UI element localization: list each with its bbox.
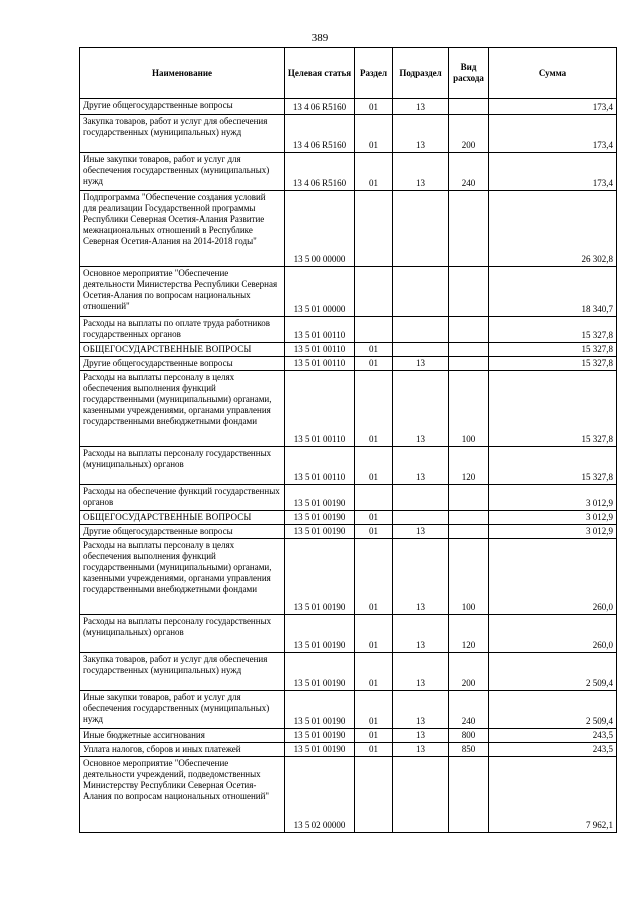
- row-subsection-cell: 13: [393, 153, 449, 191]
- row-section-cell: 01: [355, 729, 393, 743]
- row-section-cell: 01: [355, 371, 393, 447]
- table-row: [80, 99, 617, 115]
- row-subsection-cell: 13: [393, 653, 449, 691]
- row-subsection-cell: [393, 191, 449, 267]
- row-section-cell: 01: [355, 743, 393, 757]
- row-kind-cell: 850: [449, 743, 489, 757]
- row-kind-cell: [449, 317, 489, 343]
- table-row: [80, 511, 617, 525]
- row-code-cell: 13 4 06 R5160: [285, 99, 355, 115]
- row-kind-cell: [449, 525, 489, 539]
- page-number: 389: [311, 32, 329, 44]
- row-code-cell: 13 5 01 00190: [285, 511, 355, 525]
- table-row: [80, 447, 617, 485]
- row-sum-cell: 2 509,4: [489, 653, 617, 691]
- table-row: [80, 729, 617, 743]
- row-name-cell: Расходы на выплаты персоналу в целях обеспечения выполнения функций государственными (муниципальными) органами, казенными учреждениями, органами управления государственными внебюджетными фондами: [80, 539, 285, 615]
- row-code-cell: 13 5 01 00110: [285, 317, 355, 343]
- row-code-cell: 13 5 01 00190: [285, 485, 355, 511]
- row-subsection-cell: 13: [393, 539, 449, 615]
- row-kind-cell: 800: [449, 729, 489, 743]
- header-sum: Сумма: [489, 48, 617, 99]
- header-name: Наименование: [80, 48, 285, 99]
- row-subsection-cell: [393, 317, 449, 343]
- table-row: [80, 115, 617, 153]
- row-kind-cell: 200: [449, 115, 489, 153]
- row-kind-cell: [449, 511, 489, 525]
- budget-table: [79, 47, 617, 833]
- row-name-cell: Закупка товаров, работ и услуг для обеспечения государственных (муниципальных) нужд: [80, 115, 285, 153]
- row-sum-cell: 7 962,1: [489, 757, 617, 833]
- row-code-cell: 13 5 01 00190: [285, 539, 355, 615]
- row-sum-cell: 173,4: [489, 153, 617, 191]
- table-row: [80, 615, 617, 653]
- table-row: [80, 267, 617, 317]
- row-code-cell: 13 5 01 00190: [285, 691, 355, 729]
- table-row: [80, 757, 617, 833]
- row-kind-cell: [449, 485, 489, 511]
- row-kind-cell: 120: [449, 447, 489, 485]
- row-code-cell: 13 5 02 00000: [285, 757, 355, 833]
- row-kind-cell: [449, 267, 489, 317]
- table-row: [80, 539, 617, 615]
- row-sum-cell: 3 012,9: [489, 525, 617, 539]
- row-subsection-cell: [393, 511, 449, 525]
- table-row: [80, 525, 617, 539]
- row-name-cell: Расходы на выплаты персоналу в целях обеспечения выполнения функций государственными (муниципальными) органами, казенными учреждениями, органами управления государственными внебюджетными фондами: [80, 371, 285, 447]
- table-row: [80, 743, 617, 757]
- row-kind-cell: 240: [449, 691, 489, 729]
- table-row: [80, 153, 617, 191]
- row-section-cell: 01: [355, 153, 393, 191]
- row-code-cell: 13 4 06 R5160: [285, 115, 355, 153]
- header-kind: Вид расхода: [449, 48, 489, 99]
- row-code-cell: 13 5 01 00110: [285, 357, 355, 371]
- row-name-cell: Основное мероприятие "Обеспечение деятельности Министерства Республики Северная Осетия-Алания по вопросам национальных отношений": [80, 267, 285, 317]
- row-sum-cell: 3 012,9: [489, 485, 617, 511]
- row-section-cell: [355, 267, 393, 317]
- row-sum-cell: 26 302,8: [489, 191, 617, 267]
- table-row: [80, 691, 617, 729]
- row-name-cell: Расходы на выплаты персоналу государственных (муниципальных) органов: [80, 447, 285, 485]
- row-sum-cell: 18 340,7: [489, 267, 617, 317]
- row-kind-cell: 240: [449, 153, 489, 191]
- row-kind-cell: [449, 99, 489, 115]
- row-sum-cell: 260,0: [489, 615, 617, 653]
- row-subsection-cell: [393, 267, 449, 317]
- row-section-cell: 01: [355, 447, 393, 485]
- row-kind-cell: [449, 343, 489, 357]
- row-section-cell: 01: [355, 615, 393, 653]
- row-sum-cell: 15 327,8: [489, 343, 617, 357]
- row-sum-cell: 2 509,4: [489, 691, 617, 729]
- table-header-row: [80, 48, 617, 99]
- table-row: [80, 191, 617, 267]
- table-row: [80, 357, 617, 371]
- row-code-cell: 13 5 01 00000: [285, 267, 355, 317]
- row-subsection-cell: [393, 485, 449, 511]
- row-sum-cell: 15 327,8: [489, 317, 617, 343]
- row-name-cell: Иные закупки товаров, работ и услуг для обеспечения государственных (муниципальных) нужд: [80, 691, 285, 729]
- header-section: Раздел: [355, 48, 393, 99]
- row-subsection-cell: 13: [393, 729, 449, 743]
- row-name-cell: Подпрограмма "Обеспечение создания условий для реализации Государственной программы Республики Северная Осетия-Алания Развитие межнациональных отношений в Республике Северная Осетия-Алания на 2014-2018 годы": [80, 191, 285, 267]
- row-kind-cell: [449, 191, 489, 267]
- row-name-cell: Закупка товаров, работ и услуг для обеспечения государственных (муниципальных) нужд: [80, 653, 285, 691]
- row-sum-cell: 15 327,8: [489, 447, 617, 485]
- row-kind-cell: [449, 757, 489, 833]
- row-name-cell: Расходы на выплаты по оплате труда работников государственных органов: [80, 317, 285, 343]
- row-section-cell: 01: [355, 357, 393, 371]
- row-subsection-cell: [393, 343, 449, 357]
- row-section-cell: [355, 191, 393, 267]
- row-subsection-cell: 13: [393, 743, 449, 757]
- row-sum-cell: 243,5: [489, 729, 617, 743]
- row-section-cell: 01: [355, 115, 393, 153]
- row-name-cell: Другие общегосударственные вопросы: [80, 357, 285, 371]
- row-sum-cell: 243,5: [489, 743, 617, 757]
- table-row: [80, 371, 617, 447]
- row-section-cell: [355, 757, 393, 833]
- row-sum-cell: 260,0: [489, 539, 617, 615]
- row-subsection-cell: 13: [393, 115, 449, 153]
- row-sum-cell: 3 012,9: [489, 511, 617, 525]
- row-section-cell: 01: [355, 511, 393, 525]
- row-name-cell: Иные закупки товаров, работ и услуг для обеспечения государственных (муниципальных) нужд: [80, 153, 285, 191]
- row-name-cell: Другие общегосударственные вопросы: [80, 525, 285, 539]
- row-subsection-cell: 13: [393, 371, 449, 447]
- row-subsection-cell: [393, 757, 449, 833]
- row-name-cell: ОБЩЕГОСУДАРСТВЕННЫЕ ВОПРОСЫ: [80, 343, 285, 357]
- row-code-cell: 13 5 01 00190: [285, 525, 355, 539]
- row-kind-cell: [449, 357, 489, 371]
- row-section-cell: 01: [355, 691, 393, 729]
- row-section-cell: [355, 317, 393, 343]
- table-row: [80, 653, 617, 691]
- row-subsection-cell: 13: [393, 691, 449, 729]
- table-row: [80, 485, 617, 511]
- row-name-cell: Другие общегосударственные вопросы: [80, 99, 285, 115]
- row-sum-cell: 173,4: [489, 115, 617, 153]
- row-sum-cell: 15 327,8: [489, 357, 617, 371]
- row-code-cell: 13 5 01 00190: [285, 653, 355, 691]
- row-name-cell: Расходы на обеспечение функций государственных органов: [80, 485, 285, 511]
- row-name-cell: Иные бюджетные ассигнования: [80, 729, 285, 743]
- row-subsection-cell: 13: [393, 447, 449, 485]
- row-section-cell: 01: [355, 525, 393, 539]
- row-kind-cell: 100: [449, 371, 489, 447]
- header-code: Целевая статья: [285, 48, 355, 99]
- row-code-cell: 13 5 01 00110: [285, 371, 355, 447]
- row-section-cell: 01: [355, 343, 393, 357]
- table-row: [80, 317, 617, 343]
- row-subsection-cell: 13: [393, 99, 449, 115]
- row-code-cell: 13 5 01 00190: [285, 743, 355, 757]
- row-subsection-cell: 13: [393, 525, 449, 539]
- row-code-cell: 13 5 01 00190: [285, 729, 355, 743]
- row-code-cell: 13 5 00 00000: [285, 191, 355, 267]
- row-subsection-cell: 13: [393, 357, 449, 371]
- row-name-cell: ОБЩЕГОСУДАРСТВЕННЫЕ ВОПРОСЫ: [80, 511, 285, 525]
- row-code-cell: 13 5 01 00110: [285, 447, 355, 485]
- row-sum-cell: 15 327,8: [489, 371, 617, 447]
- row-code-cell: 13 5 01 00110: [285, 343, 355, 357]
- row-section-cell: 01: [355, 99, 393, 115]
- row-name-cell: Уплата налогов, сборов и иных платежей: [80, 743, 285, 757]
- row-kind-cell: 100: [449, 539, 489, 615]
- header-subsection: Подраздел: [393, 48, 449, 99]
- table-body: [80, 99, 617, 833]
- row-kind-cell: 200: [449, 653, 489, 691]
- row-kind-cell: 120: [449, 615, 489, 653]
- row-section-cell: [355, 485, 393, 511]
- row-section-cell: 01: [355, 539, 393, 615]
- row-sum-cell: 173,4: [489, 99, 617, 115]
- row-code-cell: 13 4 06 R5160: [285, 153, 355, 191]
- row-name-cell: Основное мероприятие "Обеспечение деятельности учреждений, подведомственных Министерству Республики Северная Осетия-Алания по вопросам национальных отношений": [80, 757, 285, 833]
- row-section-cell: 01: [355, 653, 393, 691]
- table-row: [80, 343, 617, 357]
- row-subsection-cell: 13: [393, 615, 449, 653]
- row-name-cell: Расходы на выплаты персоналу государственных (муниципальных) органов: [80, 615, 285, 653]
- row-code-cell: 13 5 01 00190: [285, 615, 355, 653]
